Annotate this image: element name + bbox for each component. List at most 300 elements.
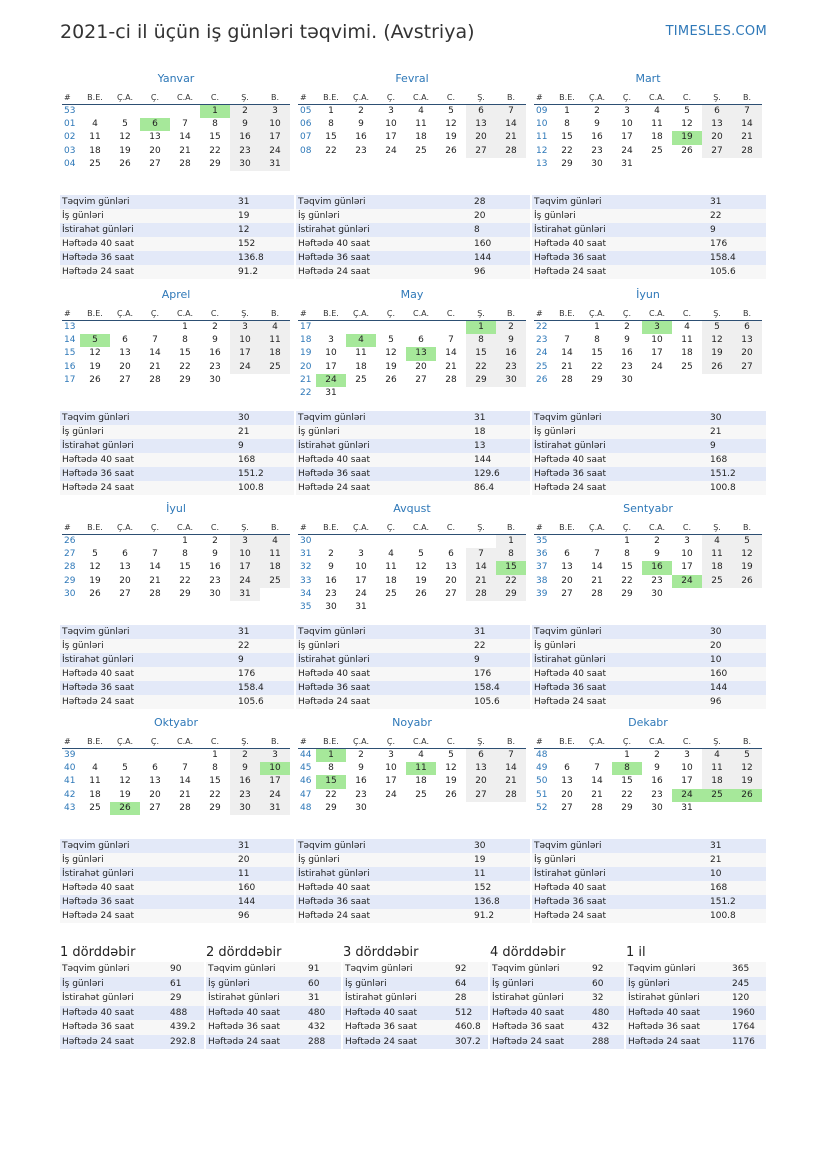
day-cell[interactable]: 3 xyxy=(358,549,364,560)
day-cell[interactable]: 2 xyxy=(624,322,630,332)
day-cell[interactable]: 14 xyxy=(149,562,161,573)
day-cell[interactable]: 6 xyxy=(564,549,570,560)
day-cell[interactable]: 5 xyxy=(418,549,424,560)
day-cell[interactable]: 18 xyxy=(702,561,732,574)
day-cell[interactable]: 7 xyxy=(182,763,188,774)
day-cell[interactable]: 20 xyxy=(119,361,131,372)
day-cell[interactable]: 2 xyxy=(328,549,334,560)
day-cell[interactable]: 28 xyxy=(591,588,603,599)
day-cell[interactable]: 1 xyxy=(594,322,600,332)
day-cell[interactable]: 22 xyxy=(325,145,337,156)
day-cell[interactable]: 12 xyxy=(702,334,732,347)
day-cell[interactable]: 29 xyxy=(561,158,573,169)
day-cell[interactable]: 31 xyxy=(325,387,337,398)
day-cell[interactable]: 8 xyxy=(564,119,570,130)
day-cell[interactable]: 13 xyxy=(561,776,573,787)
day-cell[interactable]: 23 xyxy=(651,789,663,800)
day-cell[interactable]: 2 xyxy=(654,536,660,546)
day-cell[interactable]: 10 xyxy=(260,762,290,775)
day-cell[interactable]: 6 xyxy=(466,105,496,118)
day-cell[interactable]: 13 xyxy=(702,118,732,131)
day-cell[interactable]: 17 xyxy=(230,347,260,360)
day-cell[interactable]: 30 xyxy=(230,802,260,815)
day-cell[interactable]: 25 xyxy=(89,802,101,813)
day-cell[interactable]: 12 xyxy=(445,119,457,130)
day-cell[interactable]: 17 xyxy=(260,775,290,788)
day-cell[interactable]: 10 xyxy=(325,348,337,359)
day-cell[interactable]: 26 xyxy=(732,789,762,802)
day-cell[interactable]: 26 xyxy=(681,145,693,156)
day-cell[interactable]: 10 xyxy=(355,562,367,573)
day-cell[interactable]: 21 xyxy=(561,361,573,372)
day-cell[interactable]: 23 xyxy=(209,575,221,586)
day-cell[interactable]: 24 xyxy=(355,588,367,599)
day-cell[interactable]: 28 xyxy=(561,374,573,385)
day-cell[interactable]: 14 xyxy=(591,562,603,573)
day-cell[interactable]: 31 xyxy=(621,158,633,169)
day-cell[interactable]: 9 xyxy=(230,118,260,131)
day-cell[interactable]: 16 xyxy=(651,776,663,787)
day-cell[interactable]: 19 xyxy=(702,347,732,360)
day-cell[interactable]: 4 xyxy=(418,106,424,116)
day-cell[interactable]: 3 xyxy=(230,535,260,548)
day-cell[interactable]: 9 xyxy=(358,119,364,130)
day-cell[interactable]: 23 xyxy=(651,575,663,586)
day-cell[interactable]: 16 xyxy=(230,775,260,788)
day-cell[interactable]: 11 xyxy=(260,334,290,347)
day-cell[interactable]: 3 xyxy=(388,750,394,760)
day-cell[interactable]: 11 xyxy=(89,776,101,787)
day-cell[interactable]: 9 xyxy=(358,763,364,774)
day-cell[interactable]: 4 xyxy=(654,106,660,116)
day-cell[interactable]: 7 xyxy=(496,749,526,762)
day-cell[interactable]: 4 xyxy=(684,322,690,332)
day-cell[interactable]: 13 xyxy=(732,334,762,347)
day-cell[interactable]: 11 xyxy=(702,548,732,561)
day-cell[interactable]: 30 xyxy=(651,802,663,813)
day-cell[interactable]: 29 xyxy=(179,588,191,599)
day-cell[interactable]: 6 xyxy=(448,549,454,560)
day-cell[interactable]: 5 xyxy=(732,749,762,762)
day-cell[interactable]: 20 xyxy=(732,347,762,360)
day-cell[interactable]: 3 xyxy=(388,106,394,116)
day-cell[interactable]: 30 xyxy=(496,374,526,387)
day-cell[interactable]: 28 xyxy=(179,802,191,813)
day-cell[interactable]: 2 xyxy=(230,105,260,118)
day-cell[interactable]: 12 xyxy=(732,762,762,775)
day-cell[interactable]: 9 xyxy=(212,335,218,346)
day-cell[interactable]: 14 xyxy=(445,348,457,359)
day-cell[interactable]: 9 xyxy=(496,334,526,347)
day-cell[interactable]: 5 xyxy=(448,750,454,760)
day-cell[interactable]: 18 xyxy=(415,776,427,787)
day-cell[interactable]: 8 xyxy=(594,335,600,346)
day-cell[interactable]: 13 xyxy=(149,776,161,787)
day-cell[interactable]: 30 xyxy=(591,158,603,169)
day-cell[interactable]: 1 xyxy=(212,750,218,760)
day-cell[interactable]: 19 xyxy=(445,776,457,787)
day-cell[interactable]: 31 xyxy=(355,601,367,612)
day-cell[interactable]: 11 xyxy=(385,562,397,573)
day-cell[interactable]: 18 xyxy=(260,561,290,574)
day-cell[interactable]: 6 xyxy=(140,118,170,131)
day-cell[interactable]: 20 xyxy=(466,131,496,144)
day-cell[interactable]: 25 xyxy=(260,361,290,374)
day-cell[interactable]: 16 xyxy=(209,562,221,573)
day-cell[interactable]: 25 xyxy=(702,789,732,802)
day-cell[interactable]: 26 xyxy=(89,588,101,599)
day-cell[interactable]: 26 xyxy=(732,575,762,588)
day-cell[interactable]: 24 xyxy=(260,145,290,158)
day-cell[interactable]: 9 xyxy=(654,549,660,560)
day-cell[interactable]: 4 xyxy=(702,535,732,548)
day-cell[interactable]: 21 xyxy=(179,145,191,156)
day-cell[interactable]: 21 xyxy=(149,575,161,586)
day-cell[interactable]: 23 xyxy=(325,588,337,599)
day-cell[interactable]: 25 xyxy=(415,145,427,156)
day-cell[interactable]: 27 xyxy=(119,588,131,599)
day-cell[interactable]: 16 xyxy=(230,131,260,144)
day-cell[interactable]: 15 xyxy=(496,561,526,574)
day-cell[interactable]: 18 xyxy=(702,775,732,788)
day-cell[interactable]: 14 xyxy=(561,348,573,359)
day-cell[interactable]: 27 xyxy=(466,145,496,158)
day-cell[interactable]: 14 xyxy=(179,132,191,143)
day-cell[interactable]: 28 xyxy=(496,145,526,158)
day-cell[interactable]: 19 xyxy=(119,145,131,156)
day-cell[interactable]: 8 xyxy=(466,334,496,347)
day-cell[interactable]: 27 xyxy=(732,361,762,374)
day-cell[interactable]: 30 xyxy=(621,374,633,385)
day-cell[interactable]: 30 xyxy=(651,588,663,599)
day-cell[interactable]: 30 xyxy=(209,588,221,599)
day-cell[interactable]: 27 xyxy=(702,145,732,158)
day-cell[interactable]: 29 xyxy=(496,588,526,601)
day-cell[interactable]: 10 xyxy=(385,763,397,774)
day-cell[interactable]: 13 xyxy=(119,348,131,359)
day-cell[interactable]: 5 xyxy=(732,535,762,548)
day-cell[interactable]: 22 xyxy=(209,145,221,156)
day-cell[interactable]: 11 xyxy=(681,335,693,346)
day-cell[interactable]: 26 xyxy=(702,361,732,374)
day-cell[interactable]: 2 xyxy=(358,750,364,760)
day-cell[interactable]: 29 xyxy=(621,588,633,599)
day-cell[interactable]: 29 xyxy=(621,802,633,813)
day-cell[interactable]: 9 xyxy=(230,762,260,775)
day-cell[interactable]: 21 xyxy=(445,361,457,372)
day-cell[interactable]: 12 xyxy=(119,132,131,143)
day-cell[interactable]: 27 xyxy=(149,802,161,813)
day-cell[interactable]: 9 xyxy=(212,549,218,560)
day-cell[interactable]: 16 xyxy=(209,348,221,359)
day-cell[interactable]: 14 xyxy=(179,776,191,787)
day-cell[interactable]: 17 xyxy=(385,776,397,787)
day-cell[interactable]: 24 xyxy=(316,374,346,387)
day-cell[interactable]: 18 xyxy=(260,347,290,360)
day-cell[interactable]: 6 xyxy=(732,321,762,334)
day-cell[interactable]: 29 xyxy=(179,374,191,385)
day-cell[interactable]: 22 xyxy=(179,361,191,372)
day-cell[interactable]: 17 xyxy=(385,132,397,143)
day-cell[interactable]: 27 xyxy=(149,158,161,169)
day-cell[interactable]: 11 xyxy=(355,348,367,359)
day-cell[interactable]: 12 xyxy=(681,119,693,130)
day-cell[interactable]: 18 xyxy=(89,145,101,156)
day-cell[interactable]: 29 xyxy=(325,802,337,813)
day-cell[interactable]: 11 xyxy=(406,762,436,775)
day-cell[interactable]: 24 xyxy=(672,575,702,588)
day-cell[interactable]: 24 xyxy=(385,789,397,800)
day-cell[interactable]: 1 xyxy=(200,105,230,118)
day-cell[interactable]: 8 xyxy=(182,335,188,346)
day-cell[interactable]: 25 xyxy=(89,158,101,169)
day-cell[interactable]: 26 xyxy=(415,588,427,599)
day-cell[interactable]: 20 xyxy=(149,789,161,800)
day-cell[interactable]: 27 xyxy=(445,588,457,599)
day-cell[interactable]: 5 xyxy=(92,549,98,560)
day-cell[interactable]: 20 xyxy=(149,145,161,156)
day-cell[interactable]: 30 xyxy=(325,601,337,612)
day-cell[interactable]: 17 xyxy=(355,575,367,586)
day-cell[interactable]: 4 xyxy=(702,749,732,762)
day-cell[interactable]: 24 xyxy=(230,361,260,374)
day-cell[interactable]: 24 xyxy=(385,145,397,156)
day-cell[interactable]: 14 xyxy=(466,561,496,574)
day-cell[interactable]: 2 xyxy=(496,321,526,334)
day-cell[interactable]: 16 xyxy=(355,132,367,143)
day-cell[interactable]: 21 xyxy=(591,575,603,586)
day-cell[interactable]: 13 xyxy=(466,118,496,131)
day-cell[interactable]: 14 xyxy=(149,348,161,359)
day-cell[interactable]: 12 xyxy=(89,562,101,573)
day-cell[interactable]: 22 xyxy=(591,361,603,372)
day-cell[interactable]: 26 xyxy=(110,802,140,815)
day-cell[interactable]: 13 xyxy=(445,562,457,573)
day-cell[interactable]: 18 xyxy=(651,132,663,143)
day-cell[interactable]: 31 xyxy=(681,802,693,813)
day-cell[interactable]: 11 xyxy=(415,119,427,130)
day-cell[interactable]: 25 xyxy=(355,374,367,385)
day-cell[interactable]: 12 xyxy=(732,548,762,561)
day-cell[interactable]: 9 xyxy=(328,562,334,573)
day-cell[interactable]: 16 xyxy=(355,776,367,787)
day-cell[interactable]: 27 xyxy=(415,374,427,385)
day-cell[interactable]: 21 xyxy=(179,789,191,800)
day-cell[interactable]: 29 xyxy=(209,802,221,813)
day-cell[interactable]: 30 xyxy=(209,374,221,385)
day-cell[interactable]: 20 xyxy=(561,575,573,586)
day-cell[interactable]: 19 xyxy=(119,789,131,800)
day-cell[interactable]: 6 xyxy=(702,105,732,118)
day-cell[interactable]: 7 xyxy=(152,549,158,560)
day-cell[interactable]: 21 xyxy=(496,131,526,144)
day-cell[interactable]: 4 xyxy=(260,321,290,334)
day-cell[interactable]: 10 xyxy=(260,118,290,131)
day-cell[interactable]: 5 xyxy=(702,321,732,334)
day-cell[interactable]: 20 xyxy=(415,361,427,372)
day-cell[interactable]: 18 xyxy=(681,348,693,359)
day-cell[interactable]: 8 xyxy=(612,762,642,775)
day-cell[interactable]: 15 xyxy=(325,132,337,143)
day-cell[interactable]: 15 xyxy=(561,132,573,143)
day-cell[interactable]: 10 xyxy=(651,335,663,346)
day-cell[interactable]: 17 xyxy=(621,132,633,143)
day-cell[interactable]: 31 xyxy=(230,588,260,601)
day-cell[interactable]: 15 xyxy=(179,562,191,573)
day-cell[interactable]: 14 xyxy=(496,118,526,131)
day-cell[interactable]: 6 xyxy=(466,749,496,762)
day-cell[interactable]: 22 xyxy=(496,575,526,588)
day-cell[interactable]: 2 xyxy=(594,106,600,116)
day-cell[interactable]: 13 xyxy=(466,762,496,775)
day-cell[interactable]: 15 xyxy=(466,347,496,360)
day-cell[interactable]: 22 xyxy=(621,789,633,800)
day-cell[interactable]: 18 xyxy=(89,789,101,800)
day-cell[interactable]: 4 xyxy=(260,535,290,548)
day-cell[interactable]: 23 xyxy=(355,789,367,800)
day-cell[interactable]: 21 xyxy=(466,575,496,588)
day-cell[interactable]: 25 xyxy=(702,575,732,588)
day-cell[interactable]: 4 xyxy=(346,334,376,347)
day-cell[interactable]: 13 xyxy=(561,562,573,573)
day-cell[interactable]: 1 xyxy=(564,106,570,116)
site-brand-link[interactable]: TIMESLES.COM xyxy=(665,24,767,39)
day-cell[interactable]: 8 xyxy=(328,763,334,774)
day-cell[interactable]: 1 xyxy=(316,749,346,762)
day-cell[interactable]: 17 xyxy=(681,562,693,573)
day-cell[interactable]: 12 xyxy=(445,763,457,774)
day-cell[interactable]: 13 xyxy=(406,347,436,360)
day-cell[interactable]: 17 xyxy=(651,348,663,359)
day-cell[interactable]: 28 xyxy=(149,588,161,599)
day-cell[interactable]: 1 xyxy=(624,750,630,760)
day-cell[interactable]: 18 xyxy=(385,575,397,586)
day-cell[interactable]: 5 xyxy=(122,119,128,130)
day-cell[interactable]: 27 xyxy=(561,802,573,813)
day-cell[interactable]: 8 xyxy=(182,549,188,560)
day-cell[interactable]: 11 xyxy=(260,548,290,561)
day-cell[interactable]: 24 xyxy=(651,361,663,372)
day-cell[interactable]: 19 xyxy=(732,561,762,574)
day-cell[interactable]: 20 xyxy=(466,775,496,788)
day-cell[interactable]: 15 xyxy=(591,348,603,359)
day-cell[interactable]: 19 xyxy=(89,361,101,372)
day-cell[interactable]: 26 xyxy=(89,374,101,385)
day-cell[interactable]: 31 xyxy=(260,802,290,815)
day-cell[interactable]: 17 xyxy=(230,561,260,574)
day-cell[interactable]: 22 xyxy=(325,789,337,800)
day-cell[interactable]: 24 xyxy=(230,575,260,588)
day-cell[interactable]: 1 xyxy=(466,321,496,334)
day-cell[interactable]: 31 xyxy=(260,158,290,171)
day-cell[interactable]: 7 xyxy=(182,119,188,130)
day-cell[interactable]: 4 xyxy=(418,750,424,760)
day-cell[interactable]: 20 xyxy=(561,789,573,800)
day-cell[interactable]: 25 xyxy=(415,789,427,800)
day-cell[interactable]: 8 xyxy=(496,548,526,561)
day-cell[interactable]: 3 xyxy=(684,750,690,760)
day-cell[interactable]: 16 xyxy=(591,132,603,143)
day-cell[interactable]: 5 xyxy=(80,334,110,347)
day-cell[interactable]: 9 xyxy=(624,335,630,346)
day-cell[interactable]: 28 xyxy=(149,374,161,385)
day-cell[interactable]: 16 xyxy=(621,348,633,359)
day-cell[interactable]: 3 xyxy=(260,105,290,118)
day-cell[interactable]: 10 xyxy=(230,334,260,347)
day-cell[interactable]: 25 xyxy=(385,588,397,599)
day-cell[interactable]: 18 xyxy=(355,361,367,372)
day-cell[interactable]: 13 xyxy=(149,132,161,143)
day-cell[interactable]: 20 xyxy=(119,575,131,586)
day-cell[interactable]: 6 xyxy=(564,763,570,774)
day-cell[interactable]: 17 xyxy=(681,776,693,787)
day-cell[interactable]: 1 xyxy=(624,536,630,546)
day-cell[interactable]: 5 xyxy=(122,763,128,774)
day-cell[interactable]: 5 xyxy=(684,106,690,116)
day-cell[interactable]: 12 xyxy=(89,348,101,359)
day-cell[interactable]: 15 xyxy=(621,562,633,573)
day-cell[interactable]: 6 xyxy=(122,335,128,346)
day-cell[interactable]: 22 xyxy=(209,789,221,800)
day-cell[interactable]: 2 xyxy=(212,536,218,546)
day-cell[interactable]: 6 xyxy=(152,763,158,774)
day-cell[interactable]: 7 xyxy=(732,105,762,118)
day-cell[interactable]: 8 xyxy=(624,549,630,560)
day-cell[interactable]: 28 xyxy=(732,145,762,158)
day-cell[interactable]: 25 xyxy=(260,575,290,588)
day-cell[interactable]: 7 xyxy=(594,549,600,560)
day-cell[interactable]: 21 xyxy=(732,131,762,144)
day-cell[interactable]: 8 xyxy=(212,763,218,774)
day-cell[interactable]: 16 xyxy=(325,575,337,586)
day-cell[interactable]: 30 xyxy=(230,158,260,171)
day-cell[interactable]: 19 xyxy=(445,132,457,143)
day-cell[interactable]: 29 xyxy=(209,158,221,169)
day-cell[interactable]: 5 xyxy=(388,335,394,346)
day-cell[interactable]: 15 xyxy=(316,775,346,788)
day-cell[interactable]: 19 xyxy=(732,775,762,788)
day-cell[interactable]: 1 xyxy=(182,536,188,546)
day-cell[interactable]: 7 xyxy=(152,335,158,346)
day-cell[interactable]: 15 xyxy=(621,776,633,787)
day-cell[interactable]: 3 xyxy=(230,321,260,334)
day-cell[interactable]: 2 xyxy=(654,750,660,760)
day-cell[interactable]: 1 xyxy=(328,106,334,116)
day-cell[interactable]: 25 xyxy=(681,361,693,372)
day-cell[interactable]: 22 xyxy=(621,575,633,586)
day-cell[interactable]: 15 xyxy=(209,776,221,787)
day-cell[interactable]: 18 xyxy=(415,132,427,143)
day-cell[interactable]: 11 xyxy=(651,119,663,130)
day-cell[interactable]: 7 xyxy=(564,335,570,346)
day-cell[interactable]: 28 xyxy=(466,588,496,601)
day-cell[interactable]: 24 xyxy=(672,789,702,802)
day-cell[interactable]: 7 xyxy=(594,763,600,774)
day-cell[interactable]: 3 xyxy=(684,536,690,546)
day-cell[interactable]: 26 xyxy=(385,374,397,385)
day-cell[interactable]: 25 xyxy=(651,145,663,156)
day-cell[interactable]: 12 xyxy=(385,348,397,359)
day-cell[interactable]: 27 xyxy=(466,789,496,802)
day-cell[interactable]: 30 xyxy=(355,802,367,813)
day-cell[interactable]: 8 xyxy=(212,119,218,130)
day-cell[interactable]: 22 xyxy=(179,575,191,586)
day-cell[interactable]: 3 xyxy=(260,749,290,762)
day-cell[interactable]: 23 xyxy=(230,789,260,802)
day-cell[interactable]: 23 xyxy=(230,145,260,158)
day-cell[interactable]: 27 xyxy=(561,588,573,599)
day-cell[interactable]: 19 xyxy=(415,575,427,586)
